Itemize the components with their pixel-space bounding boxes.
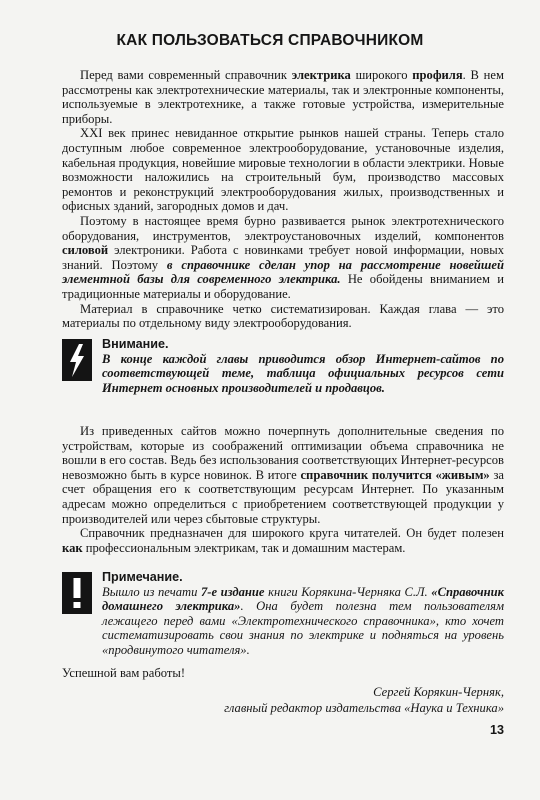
middle-section: [62, 424, 504, 555]
note-content: [102, 337, 504, 395]
paragraph: [62, 68, 504, 126]
note-title: Примечание.: [102, 570, 183, 584]
paragraph: XXI век принес невиданное открытие рынков нашей страны. Теперь стало доступным любое современное электрооборудование, установочные изделия, кабельная продукция, новейшие мировые технологии в области электрики. Новые возможности наложились на строительный бум, производство массовых ремонтов и реконструкций электрооборудования жилых, производственных и офисных зданий, загородных домов и дач.: [62, 126, 504, 214]
paragraph: [62, 424, 504, 526]
text-run: электроники. Работа с новинками требует новой информации, новых знаний. Поэтому: [62, 243, 504, 272]
note-body: В конце каждой главы приводится обзор Интернет-сайтов по соответствующей теме, таблица официальных ресурсов сети Интернет основных производителей и продавцов.: [102, 351, 504, 395]
note-content: [102, 570, 504, 658]
text-run: Справочник предназначен для широкого круга читателей. Он будет полезен: [80, 526, 504, 541]
text-run: за счет обращения его к соответствующим ресурсам Интернет. По указанным адресам можно определиться с приобретением соответствующей продукции у производителей или через сбытовые структуры.: [62, 467, 505, 526]
text-run: широкого: [350, 68, 413, 82]
lightning-warning-icon: [62, 339, 92, 381]
bold-term: электрика: [291, 68, 351, 82]
text-run: Перед вами современный справочник: [80, 68, 292, 82]
exclamation-icon: [62, 572, 92, 614]
note-body: [102, 585, 504, 658]
text-run: . Она будет полезна тем пользователям лежащего перед вами «Электротехнического справочника», кто хочет систематизировать свои знания по электрике и подняться на уровень «продвинутого читателя».: [102, 599, 504, 657]
attention-note: [62, 337, 504, 395]
bold-term: «Справочник домашнего электрика»: [102, 584, 504, 614]
paragraph: [62, 214, 504, 302]
paragraph: [62, 526, 504, 555]
bold-term: силовой: [62, 243, 109, 258]
closing-greeting: Успешной вам работы!: [62, 666, 186, 680]
text-run: . В нем рассмотрены как электротехнические материалы, так и электронные компоненты, используемые в электротехнике, а также готовые устройства, измерительные приборы.: [62, 68, 504, 126]
text-run: Поэтому в настоящее время бурно развивается рынок электротехнического оборудования, инструментов, электроустановочных изделий, компонентов: [62, 213, 504, 243]
intro-section: [62, 68, 504, 331]
author-role: главный редактор издательства «Наука и Техника»: [224, 701, 504, 715]
note-title: Внимание.: [102, 337, 169, 351]
emphasis-text: в справочнике сделан упор на рассмотрение новейшей элементной базы для современного электрика.: [62, 257, 504, 287]
author-name: Сергей Корякин-Черняк,: [373, 685, 504, 699]
bold-term: профиля: [412, 68, 463, 82]
paragraph: Материал в справочнике четко систематизирован. Каждая глава — это материалы по отдельному виду электрооборудования.: [62, 301, 504, 331]
remark-note: [62, 570, 504, 658]
bold-term: 7-е издание: [200, 584, 265, 599]
page-number: 13: [489, 723, 504, 737]
bold-term: справочник получится «живым»: [300, 467, 490, 482]
signature-block: [224, 684, 504, 716]
page-title: КАК ПОЛЬЗОВАТЬСЯ СПРАВОЧНИКОМ: [116, 32, 424, 49]
bold-term: как: [62, 540, 83, 555]
text-run: профессиональным электрикам, так и домашним мастерам.: [82, 540, 406, 555]
text-run: Не обойдены вниманием и традиционные материалы и оборудование.: [62, 272, 504, 301]
text-run: Из приведенных сайтов можно почерпнуть дополнительные сведения по устройствам, которые из соображений оптимизации объема справочника не вошли в его состав. Ведь без использования соответствующих Интернет-ресурсов невозможно быть в курсе новинок. В итоге: [62, 424, 504, 482]
text-run: Вышло из печати: [102, 584, 201, 599]
text-run: книги Корякина-Черняка С.Л.: [264, 584, 432, 599]
